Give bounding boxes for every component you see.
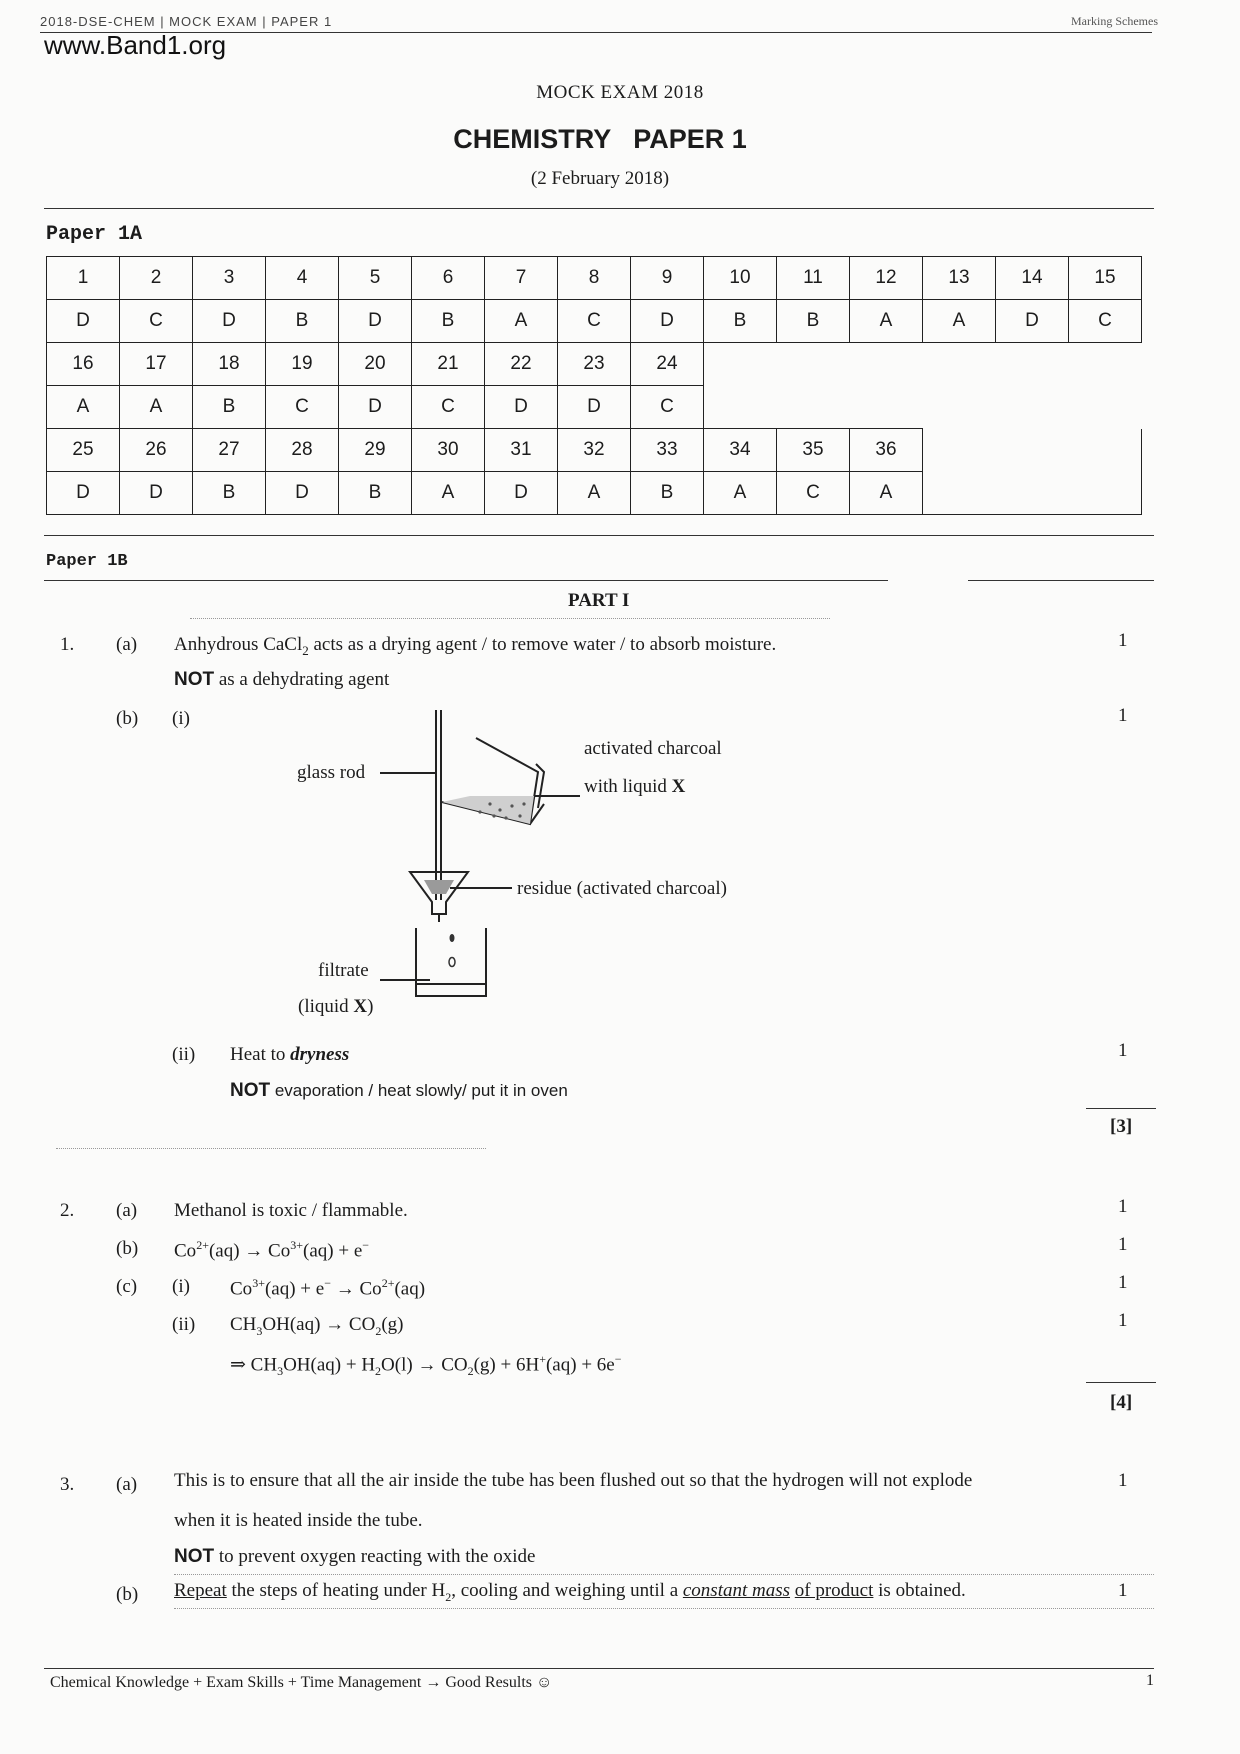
question-number: 3	[193, 257, 266, 300]
question-number: 11	[777, 257, 850, 300]
mark: 1	[1118, 1580, 1128, 1601]
mark: 1	[1118, 1272, 1128, 1293]
faint-rule	[190, 618, 830, 619]
subpart-label: (i)	[172, 708, 190, 729]
diagram-label-glass-rod: glass rod	[297, 762, 366, 783]
question-number: 21	[412, 343, 485, 386]
answer-text: Methanol is toxic / flammable.	[174, 1200, 408, 1221]
question-number: 2.	[60, 1200, 75, 1221]
question-number: 16	[47, 343, 120, 386]
equation: ⇒ $CH_3OH(aq) + H_2O(l) \to CO_2(g) + 6H^+(aq) + 6e^-$	[230, 1352, 622, 1379]
answer-letter: A	[704, 472, 777, 515]
table-row	[47, 472, 1142, 515]
table-row	[47, 300, 1142, 343]
mark: 1	[1118, 1196, 1128, 1217]
question-number: 19	[266, 343, 339, 386]
mark: 1	[1118, 1470, 1128, 1491]
answer-letter: B	[193, 386, 266, 429]
part-label: (b)	[116, 1584, 139, 1605]
question-number: 17	[120, 343, 193, 386]
question-number: 24	[631, 343, 704, 386]
mark: 1	[1118, 1234, 1128, 1255]
diagram-label-liquid-x: (liquid X)	[298, 996, 374, 1017]
answer-letter: B	[412, 300, 485, 343]
table-row	[47, 386, 1142, 429]
answer-letter: B	[193, 472, 266, 515]
question-number: 22	[485, 343, 558, 386]
diagram-label-charcoal-liquid: with liquid X	[584, 776, 686, 797]
question-number: 7	[485, 257, 558, 300]
not-note: NOT evaporation / heat slowly/ put it in oven	[230, 1080, 568, 1101]
mark: 1	[1118, 1310, 1128, 1331]
table-row	[47, 343, 1142, 386]
question-number: 33	[631, 429, 704, 472]
section-rule	[44, 535, 1154, 536]
answer-letter: D	[485, 472, 558, 515]
question-total: [3]	[1110, 1116, 1133, 1137]
question-number: 18	[193, 343, 266, 386]
question-number: 9	[631, 257, 704, 300]
not-note: NOT as a dehydrating agent	[174, 669, 390, 690]
question-number: 13	[923, 257, 996, 300]
answer-letter: C	[631, 386, 704, 429]
question-number: 10	[704, 257, 777, 300]
question-number: 4	[266, 257, 339, 300]
subpart-label: (ii)	[172, 1314, 196, 1335]
part-label: (a)	[116, 1474, 138, 1495]
section-rule	[44, 580, 888, 581]
table-row	[47, 429, 1142, 472]
answer-text: when it is heated inside the tube.	[174, 1510, 423, 1531]
answer-letter: A	[558, 472, 631, 515]
not-note: NOT to prevent oxygen reacting with the oxide	[174, 1546, 536, 1567]
answer-letter: B	[266, 300, 339, 343]
running-header-right: Marking Schemes	[1071, 14, 1158, 28]
answer-letter: D	[996, 300, 1069, 343]
faint-rule	[174, 1574, 1154, 1575]
question-number: 32	[558, 429, 631, 472]
answer-letter: C	[266, 386, 339, 429]
answer-letter: D	[266, 472, 339, 515]
question-number: 31	[485, 429, 558, 472]
answer-letter: D	[339, 386, 412, 429]
paper-title: CHEMISTRY PAPER 1	[453, 124, 747, 154]
answer-text: Repeat the steps of heating under $H_2$, cooling and weighing until a constant mass of product is obtained.	[174, 1580, 966, 1604]
question-number: 14	[996, 257, 1069, 300]
answer-letter: D	[120, 472, 193, 515]
question-total: [4]	[1110, 1392, 1133, 1413]
running-header: 2018-DSE-CHEM | MOCK EXAM | PAPER 1	[40, 14, 333, 29]
answer-text: Heat to dryness	[230, 1044, 350, 1065]
diagram-label-charcoal: activated charcoal	[584, 738, 722, 759]
section-rule	[968, 580, 1154, 581]
question-number: 20	[339, 343, 412, 386]
equation: $CH_3OH(aq) \to CO_2(g)$	[230, 1314, 404, 1338]
part-heading: PART I	[568, 590, 630, 611]
subpart-label: (ii)	[172, 1044, 196, 1065]
diagram-label-residue: residue (activated charcoal)	[517, 878, 727, 899]
question-number: 1.	[60, 634, 75, 655]
mark: 1	[1118, 630, 1128, 651]
answer-letter: C	[777, 472, 850, 515]
diagram-label-filtrate: filtrate	[318, 960, 369, 981]
total-rule	[1086, 1382, 1156, 1383]
paper-1b-label: Paper 1B	[46, 552, 128, 571]
paper-1a-label: Paper 1A	[46, 223, 143, 246]
question-number: 26	[120, 429, 193, 472]
part-label: (a)	[116, 1200, 138, 1221]
part-label: (b)	[116, 708, 139, 729]
question-number: 34	[704, 429, 777, 472]
answer-text: This is to ensure that all the air inside the tube has been flushed out so that the hydrogen will not explode	[174, 1470, 973, 1491]
question-number: 25	[47, 429, 120, 472]
equation: $Co^{3+}(aq) + e^- \to Co^{2+}(aq)$	[230, 1276, 426, 1300]
answer-table	[46, 256, 1142, 515]
answer-letter: A	[923, 300, 996, 343]
answer-letter: A	[47, 386, 120, 429]
part-label: (b)	[116, 1238, 139, 1259]
answer-letter: B	[631, 472, 704, 515]
total-rule	[1086, 1108, 1156, 1109]
question-number: 35	[777, 429, 850, 472]
subpart-label: (i)	[172, 1276, 190, 1297]
blank-cell	[704, 386, 1142, 429]
question-number: 3.	[60, 1474, 75, 1495]
question-number: 30	[412, 429, 485, 472]
page-number: 1	[1146, 1672, 1154, 1689]
question-number: 5	[339, 257, 412, 300]
answer-letter: D	[193, 300, 266, 343]
mark: 1	[1118, 1040, 1128, 1061]
question-number: 23	[558, 343, 631, 386]
answer-text: Anhydrous CaCl$_2$ acts as a drying agent / to remove water / to absorb moisture.	[174, 634, 777, 658]
answer-letter: D	[485, 386, 558, 429]
answer-letter: B	[777, 300, 850, 343]
question-number: 29	[339, 429, 412, 472]
question-number: 2	[120, 257, 193, 300]
answer-letter: D	[558, 386, 631, 429]
answer-letter: B	[704, 300, 777, 343]
blank-cell	[923, 429, 1142, 472]
footer-slogan: Chemical Knowledge + Exam Skills + Time Management → Good Results ☺	[50, 1674, 553, 1691]
answer-letter: B	[339, 472, 412, 515]
answer-letter: A	[485, 300, 558, 343]
answer-letter: D	[47, 300, 120, 343]
answer-letter: A	[850, 472, 923, 515]
answer-letter: A	[850, 300, 923, 343]
footer-rule	[44, 1668, 1154, 1669]
blank-cell	[704, 343, 1142, 386]
faint-rule	[56, 1148, 486, 1149]
answer-letter: D	[47, 472, 120, 515]
answer-letter: A	[120, 386, 193, 429]
answer-letter: C	[412, 386, 485, 429]
part-label: (a)	[116, 634, 138, 655]
faint-rule	[174, 1608, 1154, 1609]
section-rule	[44, 208, 1154, 209]
answer-letter: C	[120, 300, 193, 343]
question-number: 12	[850, 257, 923, 300]
question-number: 28	[266, 429, 339, 472]
exam-date: (2 February 2018)	[530, 168, 670, 189]
answer-letter: D	[339, 300, 412, 343]
table-row	[47, 257, 1142, 300]
question-number: 6	[412, 257, 485, 300]
website-watermark: www.Band1.org	[44, 30, 227, 60]
question-number: 8	[558, 257, 631, 300]
question-number: 36	[850, 429, 923, 472]
question-number: 27	[193, 429, 266, 472]
answer-letter: A	[412, 472, 485, 515]
exam-title: MOCK EXAM 2018	[536, 82, 704, 103]
part-label: (c)	[116, 1276, 138, 1297]
answer-letter: C	[1069, 300, 1142, 343]
question-number: 1	[47, 257, 120, 300]
question-number: 15	[1069, 257, 1142, 300]
equation: $Co^{2+}(aq) \to Co^{3+}(aq) + e^-$	[174, 1238, 370, 1262]
answer-letter: D	[631, 300, 704, 343]
mark: 1	[1118, 705, 1128, 726]
blank-cell	[923, 472, 1142, 515]
answer-letter: C	[558, 300, 631, 343]
